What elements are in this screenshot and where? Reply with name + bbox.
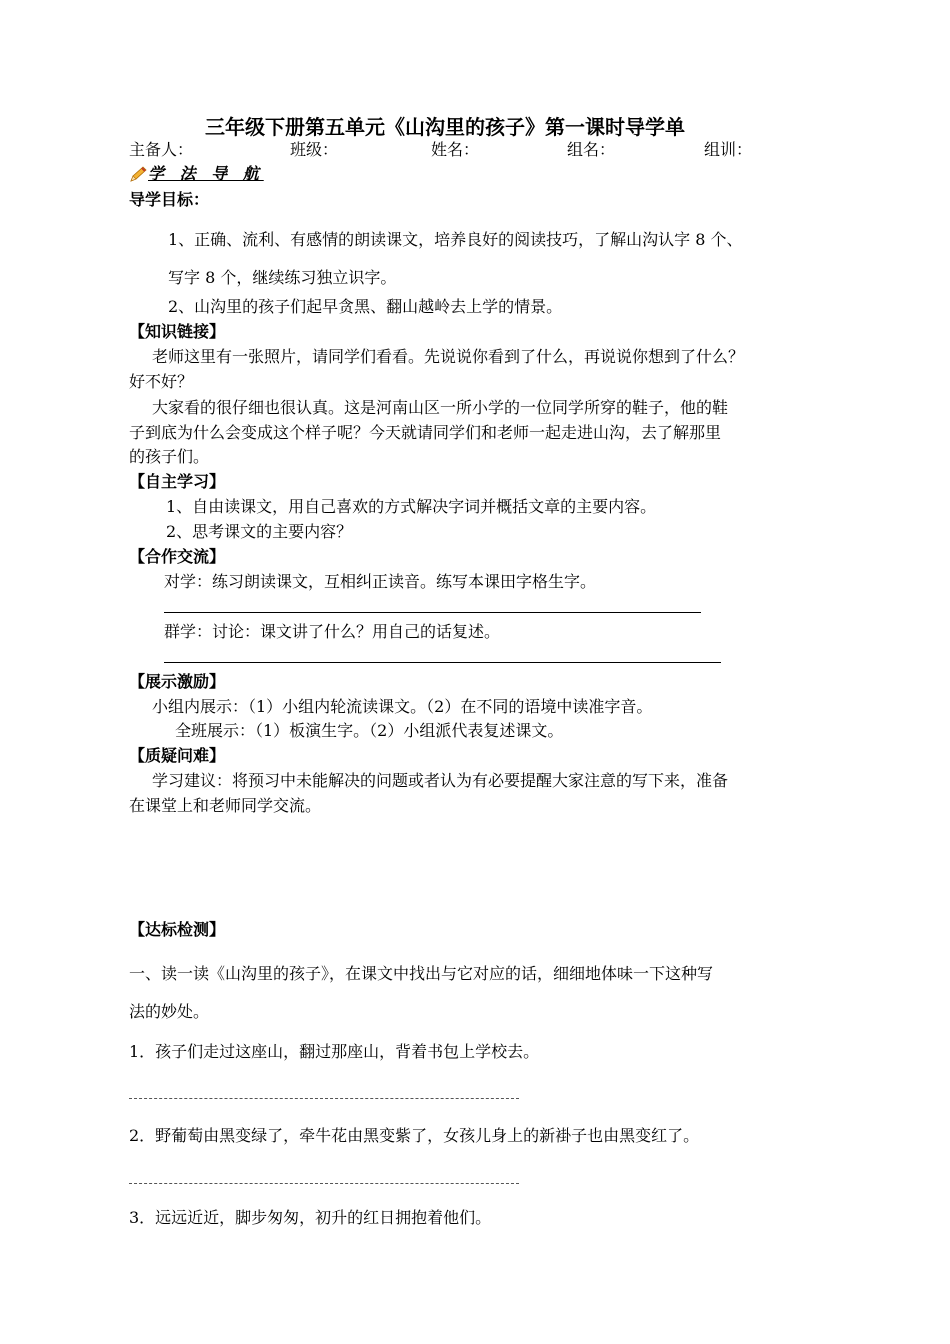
self-study-heading: 【自主学习】 xyxy=(129,472,226,491)
knowledge-p2-line-3: 的孩子们。 xyxy=(129,447,210,466)
cooperation-pair: 对学：练习朗读课文，互相纠正读音。练写本课田字格生字。 xyxy=(164,572,597,591)
field-class: 班级： xyxy=(290,140,339,159)
test-intro-line-1: 一、读一读《山沟里的孩子》，在课文中找出与它对应的话，细细地体味一下这种写 xyxy=(129,964,714,983)
knowledge-p2-line-2: 子到底为什么会变成这个样子呢？今天就请同学们和老师一起走进山沟，去了解那里 xyxy=(129,423,722,442)
cooperation-heading: 【合作交流】 xyxy=(129,547,226,566)
goal-item-1-line-1: 1、正确、流利、有感情的朗读课文，培养良好的阅读技巧，了解山沟认字 8 个、 xyxy=(168,230,743,249)
knowledge-p1-line-2: 好不好？ xyxy=(129,372,194,391)
questions-line-1: 学习建议：将预习中未能解决的问题或者认为有必要提醒大家注意的写下来，准备 xyxy=(152,771,729,790)
answer-line xyxy=(164,662,721,663)
test-heading: 【达标检测】 xyxy=(129,920,226,939)
questions-heading: 【质疑问难】 xyxy=(129,746,226,765)
goals-heading: 导学目标： xyxy=(129,190,210,209)
questions-line-2: 在课堂上和老师同学交流。 xyxy=(129,796,322,815)
field-name: 姓名： xyxy=(431,140,480,159)
test-question-3: 3．远远近近，脚步匆匆，初升的红日拥抱着他们。 xyxy=(129,1208,492,1227)
test-question-2: 2．野葡萄由黑变绿了，牵牛花由黑变紫了，女孩儿身上的新褂子也由黑变红了。 xyxy=(129,1126,700,1145)
display-line-2: 全班展示：（1）板演生字。（2）小组派代表复述课文。 xyxy=(175,721,564,740)
nav-heading-text: 学 法 导 航 xyxy=(148,164,264,183)
display-heading: 【展示激励】 xyxy=(129,672,226,691)
field-author: 主备人： xyxy=(129,140,194,159)
cooperation-group: 群学：讨论：课文讲了什么？用自己的话复述。 xyxy=(164,622,501,641)
field-motto: 组训： xyxy=(704,140,753,159)
display-line-1: 小组内展示：（1）小组内轮流读课文。（2）在不同的语境中读准字音。 xyxy=(152,697,653,716)
test-intro-line-2: 法的妙处。 xyxy=(129,1002,210,1021)
page-title: 三年级下册第五单元《山沟里的孩子》第一课时导学单 xyxy=(205,115,685,139)
knowledge-p2-line-1: 大家看的很仔细也很认真。这是河南山区一所小学的一位同学所穿的鞋子，他的鞋 xyxy=(152,398,729,417)
answer-line xyxy=(164,612,701,613)
knowledge-heading: 【知识链接】 xyxy=(129,322,226,341)
knowledge-p1-line-1: 老师这里有一张照片，请同学们看看。先说说你看到了什么，再说说你想到了什么？ xyxy=(152,347,745,366)
self-study-item-2: 2、思考课文的主要内容？ xyxy=(166,522,353,541)
pencil-icon xyxy=(129,165,147,183)
answer-line xyxy=(129,1098,519,1099)
goal-item-2: 2、山沟里的孩子们起早贪黑、翻山越岭去上学的情景。 xyxy=(168,297,563,316)
answer-line xyxy=(129,1183,519,1184)
self-study-item-1: 1、自由读课文，用自己喜欢的方式解决字词并概括文章的主要内容。 xyxy=(166,497,657,516)
goal-item-1-line-2: 写字 8 个，继续练习独立识字。 xyxy=(168,268,397,287)
field-group: 组名： xyxy=(567,140,616,159)
test-question-1: 1．孩子们走过这座山，翻过那座山，背着书包上学校去。 xyxy=(129,1042,540,1061)
